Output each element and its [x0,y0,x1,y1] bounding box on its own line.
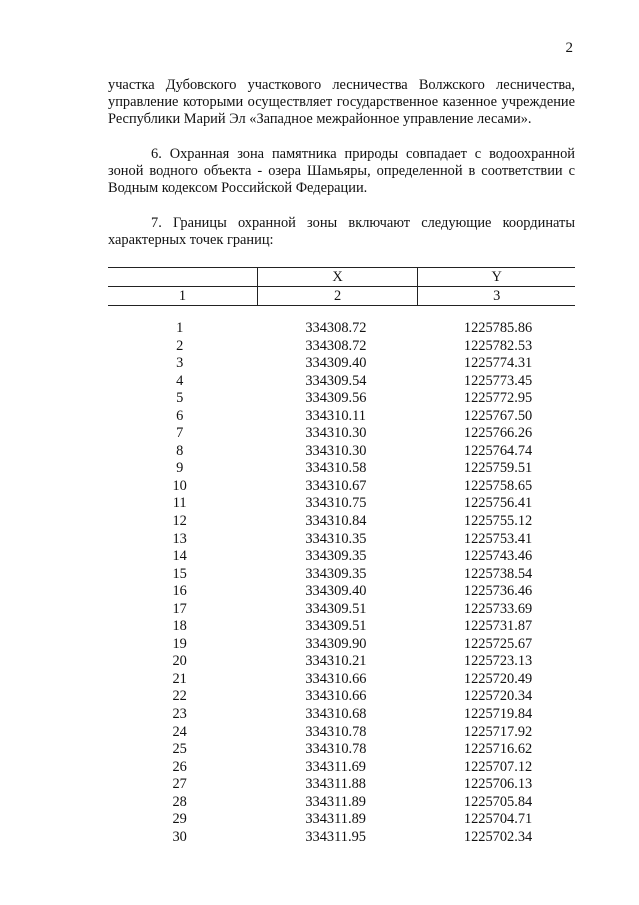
y-coordinate-cell: 1225782.53 [463,337,533,354]
y-coordinate-cell: 1225707.12 [463,758,533,775]
column-number-1: 1 [108,287,257,306]
point-number-cell: 26 [172,758,187,775]
x-coordinate-cell: 334310.35 [305,530,367,547]
x-coordinate-cell: 334309.40 [305,355,367,372]
x-coordinate-cell: 334310.78 [305,723,367,740]
point-number-cell: 7 [176,425,184,442]
point-number-cell: 30 [172,828,187,845]
table-row [108,495,575,513]
point-number-cell: 21 [172,670,187,687]
y-coordinate-cell: 1225705.84 [463,793,533,810]
column-number-2: 2 [257,287,418,306]
table-header [108,268,575,306]
table-row [108,741,575,759]
table-row [108,566,575,584]
x-coordinate-cell: 334310.68 [305,706,367,723]
x-coordinate-cell: 334311.69 [305,758,366,775]
table-row [108,548,575,566]
paragraph-text: 7. Границы охранной зоны включают следующие координаты характерных точек границ: [108,215,575,249]
table-row [108,478,575,496]
table-row [108,829,575,847]
table-row [108,811,575,829]
table-row [108,583,575,601]
table-row [108,636,575,654]
x-coordinate-cell: 334309.56 [305,390,367,407]
point-number-cell: 22 [172,688,187,705]
paragraph-protection-zone [108,146,575,198]
y-coordinate-cell: 1225755.12 [463,513,533,530]
x-coordinate-cell: 334308.72 [305,320,367,336]
y-coordinate-cell: 1225720.34 [463,688,533,705]
x-coordinate-cell: 334310.58 [305,460,367,477]
point-number-cell: 25 [172,741,187,758]
x-coordinate-cell: 334309.35 [305,548,367,565]
x-coordinate-cell: 334311.88 [305,776,366,793]
header-row-column-numbers [108,287,575,306]
table-row [108,653,575,671]
y-coordinate-cell: 1225704.71 [463,811,533,828]
point-number-cell: 24 [172,723,187,740]
point-number-cell: 17 [172,600,187,617]
point-number-cell: 27 [172,776,187,793]
point-number-cell: 28 [172,793,187,810]
table-row [108,425,575,443]
y-coordinate-cell: 1225720.49 [463,670,533,687]
x-coordinate-cell: 334309.54 [305,372,367,389]
x-coordinate-cell: 334309.35 [305,565,367,582]
table-row [108,618,575,636]
y-coordinate-cell: 1225725.67 [463,635,533,652]
point-number-cell: 9 [176,460,184,477]
header-cell-y: Y [418,268,575,287]
y-coordinate-cell: 1225717.92 [463,723,533,740]
table-row [108,390,575,408]
x-coordinate-cell: 334310.75 [305,495,367,512]
x-coordinate-cell: 334309.90 [305,635,367,652]
y-coordinate-cell: 1225767.50 [463,407,533,424]
y-coordinate-cell: 1225785.86 [463,320,533,336]
y-coordinate-cell: 1225719.84 [463,706,533,723]
table-row [108,776,575,794]
y-coordinate-cell: 1225774.31 [463,355,533,372]
paragraph-forest-district [108,77,575,129]
y-coordinate-cell: 1225753.41 [463,530,533,547]
table-row [108,601,575,619]
table-row [108,531,575,549]
x-coordinate-cell: 334310.67 [305,477,367,494]
header-cell-number [108,268,257,287]
table-row [108,671,575,689]
y-coordinate-cell: 1225756.41 [463,495,533,512]
point-number-cell: 12 [172,513,187,530]
table-row [108,724,575,742]
y-coordinate-cell: 1225759.51 [463,460,533,477]
y-coordinate-cell: 1225702.34 [463,828,533,845]
x-coordinate-cell: 334309.40 [305,583,367,600]
y-coordinate-cell: 1225758.65 [463,477,533,494]
point-number-cell: 2 [176,337,184,354]
table-row [108,759,575,777]
table-row [108,408,575,426]
point-number-cell: 4 [176,372,184,389]
table-body [108,306,575,847]
table-row [108,306,575,338]
point-number-cell: 16 [172,583,187,600]
point-number-cell: 19 [172,635,187,652]
table-row [108,355,575,373]
x-coordinate-cell: 334310.66 [305,670,367,687]
x-coordinate-cell: 334310.11 [305,407,366,424]
x-coordinate-cell: 334310.66 [305,688,367,705]
y-coordinate-cell: 1225743.46 [463,548,533,565]
point-number-cell: 8 [176,442,184,459]
point-number-cell: 18 [172,618,187,635]
x-coordinate-cell: 334309.51 [305,600,367,617]
point-number-cell: 3 [176,355,184,372]
x-coordinate-cell: 334311.89 [305,811,366,828]
x-coordinate-cell: 334310.30 [305,425,367,442]
table-row [108,443,575,461]
x-coordinate-cell: 334308.72 [305,337,367,354]
y-coordinate-cell: 1225772.95 [463,390,533,407]
table-row [108,794,575,812]
table-row [108,688,575,706]
point-number-cell: 1 [176,320,184,336]
paragraph-text: 6. Охранная зона памятника природы совпадает с водоохранной зоной водного объекта - озера Шамьяры, определенной в соответствии с Водным кодексом Российской Федерации. [108,146,575,197]
point-number-cell: 29 [172,811,187,828]
y-coordinate-cell: 1225736.46 [463,583,533,600]
header-row-titles [108,268,575,287]
x-coordinate-cell: 334311.89 [305,793,366,810]
y-coordinate-cell: 1225738.54 [463,565,533,582]
paragraph-boundaries-intro [108,215,575,249]
point-number-cell: 6 [176,407,184,424]
table-row [108,513,575,531]
x-coordinate-cell: 334309.51 [305,618,367,635]
coordinates-table [108,267,575,846]
y-coordinate-cell: 1225716.62 [463,741,533,758]
table-row [108,373,575,391]
point-number-cell: 11 [172,495,187,512]
table-row [108,460,575,478]
point-number-cell: 14 [172,548,187,565]
y-coordinate-cell: 1225733.69 [463,600,533,617]
y-coordinate-cell: 1225731.87 [463,618,533,635]
x-coordinate-cell: 334310.21 [305,653,367,670]
x-coordinate-cell: 334310.30 [305,442,367,459]
point-number-cell: 15 [172,565,187,582]
point-number-cell: 10 [172,477,187,494]
point-number-cell: 5 [176,390,184,407]
y-coordinate-cell: 1225773.45 [463,372,533,389]
column-number-3: 3 [418,287,575,306]
y-coordinate-cell: 1225764.74 [463,442,533,459]
y-coordinate-cell: 1225766.26 [463,425,533,442]
table-row [108,338,575,356]
table-row [108,706,575,724]
page-number: 2 [565,40,573,56]
paragraph-text: участка Дубовского участкового лесничества Волжского лесничества, управление которыми осуществляет государственное казенное учреждение Республики Марий Эл «Западное межрайонное управление лесами». [108,77,575,128]
x-coordinate-cell: 334310.84 [305,513,367,530]
point-number-cell: 13 [172,530,187,547]
y-coordinate-cell: 1225706.13 [463,776,533,793]
header-cell-x: X [257,268,418,287]
x-coordinate-cell: 334310.78 [305,741,367,758]
x-coordinate-cell: 334311.95 [305,828,366,845]
point-number-cell: 23 [172,706,187,723]
point-number-cell: 20 [172,653,187,670]
y-coordinate-cell: 1225723.13 [463,653,533,670]
